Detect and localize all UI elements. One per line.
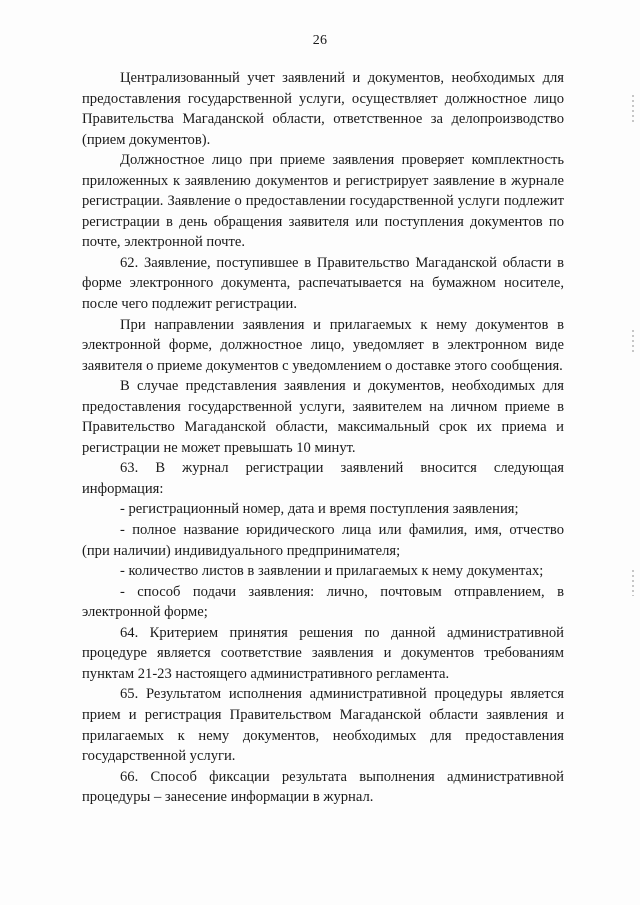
paragraph-63: 63. В журнал регистрации заявлений вносится следующая информация:: [82, 460, 564, 497]
list-item: - способ подачи заявления: лично, почтовым отправлением, в электронной форме;: [82, 583, 564, 621]
scan-artifact: [632, 570, 634, 596]
paragraph-64: 64. Критерием принятия решения по данной административной процедуре является соответствие заявления и документов требованиям пунктам 21-23 настоящего административного регламента.: [82, 624, 564, 682]
paragraph-personal-reception: В случае представления заявления и документов, необходимых для предоставления государственной услуги, заявителем на личном приеме в Правительство Магаданской области, максимальный срок их приема и регистрации не может превышать 10 минут.: [82, 378, 564, 456]
paragraph-official-checks: Должностное лицо при приеме заявления проверяет комплектность приложенных к заявлению документов и регистрирует заявление в журнале регистрации. Заявление о предоставлении государственной услуги подлежит регистрации в день обращения заявителя или поступления документов по почте, электронной почте.: [82, 152, 564, 251]
paragraph-65: 65. Результатом исполнения административной процедуры является прием и регистрация Правительством Магаданской области заявления и прилагаемых к нему документов, необходимых для предоставления государственной услуги.: [82, 686, 564, 765]
paragraph-66: 66. Способ фиксации результата выполнения административной процедуры – занесение информации в журнал.: [82, 768, 564, 806]
paragraph-centralized-accounting: Централизованный учет заявлений и документов, необходимых для предоставления государственной услуги, осуществляет должностное лицо Правительства Магаданской области, ответственное за делопроизводство (прием документов).: [82, 70, 564, 148]
list-item: - регистрационный номер, дата и время поступления заявления;: [120, 501, 519, 518]
document-body: [82, 68, 564, 808]
paragraph-62: 62. Заявление, поступившее в Правительство Магаданской области в форме электронного документа, распечатывается на бумажном носителе, после чего подлежит регистрации.: [82, 254, 564, 313]
scan-artifact: [632, 95, 634, 123]
paragraph-electronic-notice: При направлении заявления и прилагаемых к нему документов в электронной форме, должностное лицо, уведомляет в электронном виде заявителя о приеме документов с уведомлением о доставке этого сообщения.: [82, 316, 564, 374]
list-item: - количество листов в заявлении и прилагаемых к нему документах;: [120, 563, 544, 580]
page-number: 26: [312, 33, 328, 48]
scan-artifact: [632, 330, 634, 352]
list-item: - полное название юридического лица или фамилия, имя, отчество (при наличии) индивидуального предпринимателя;: [82, 522, 564, 559]
